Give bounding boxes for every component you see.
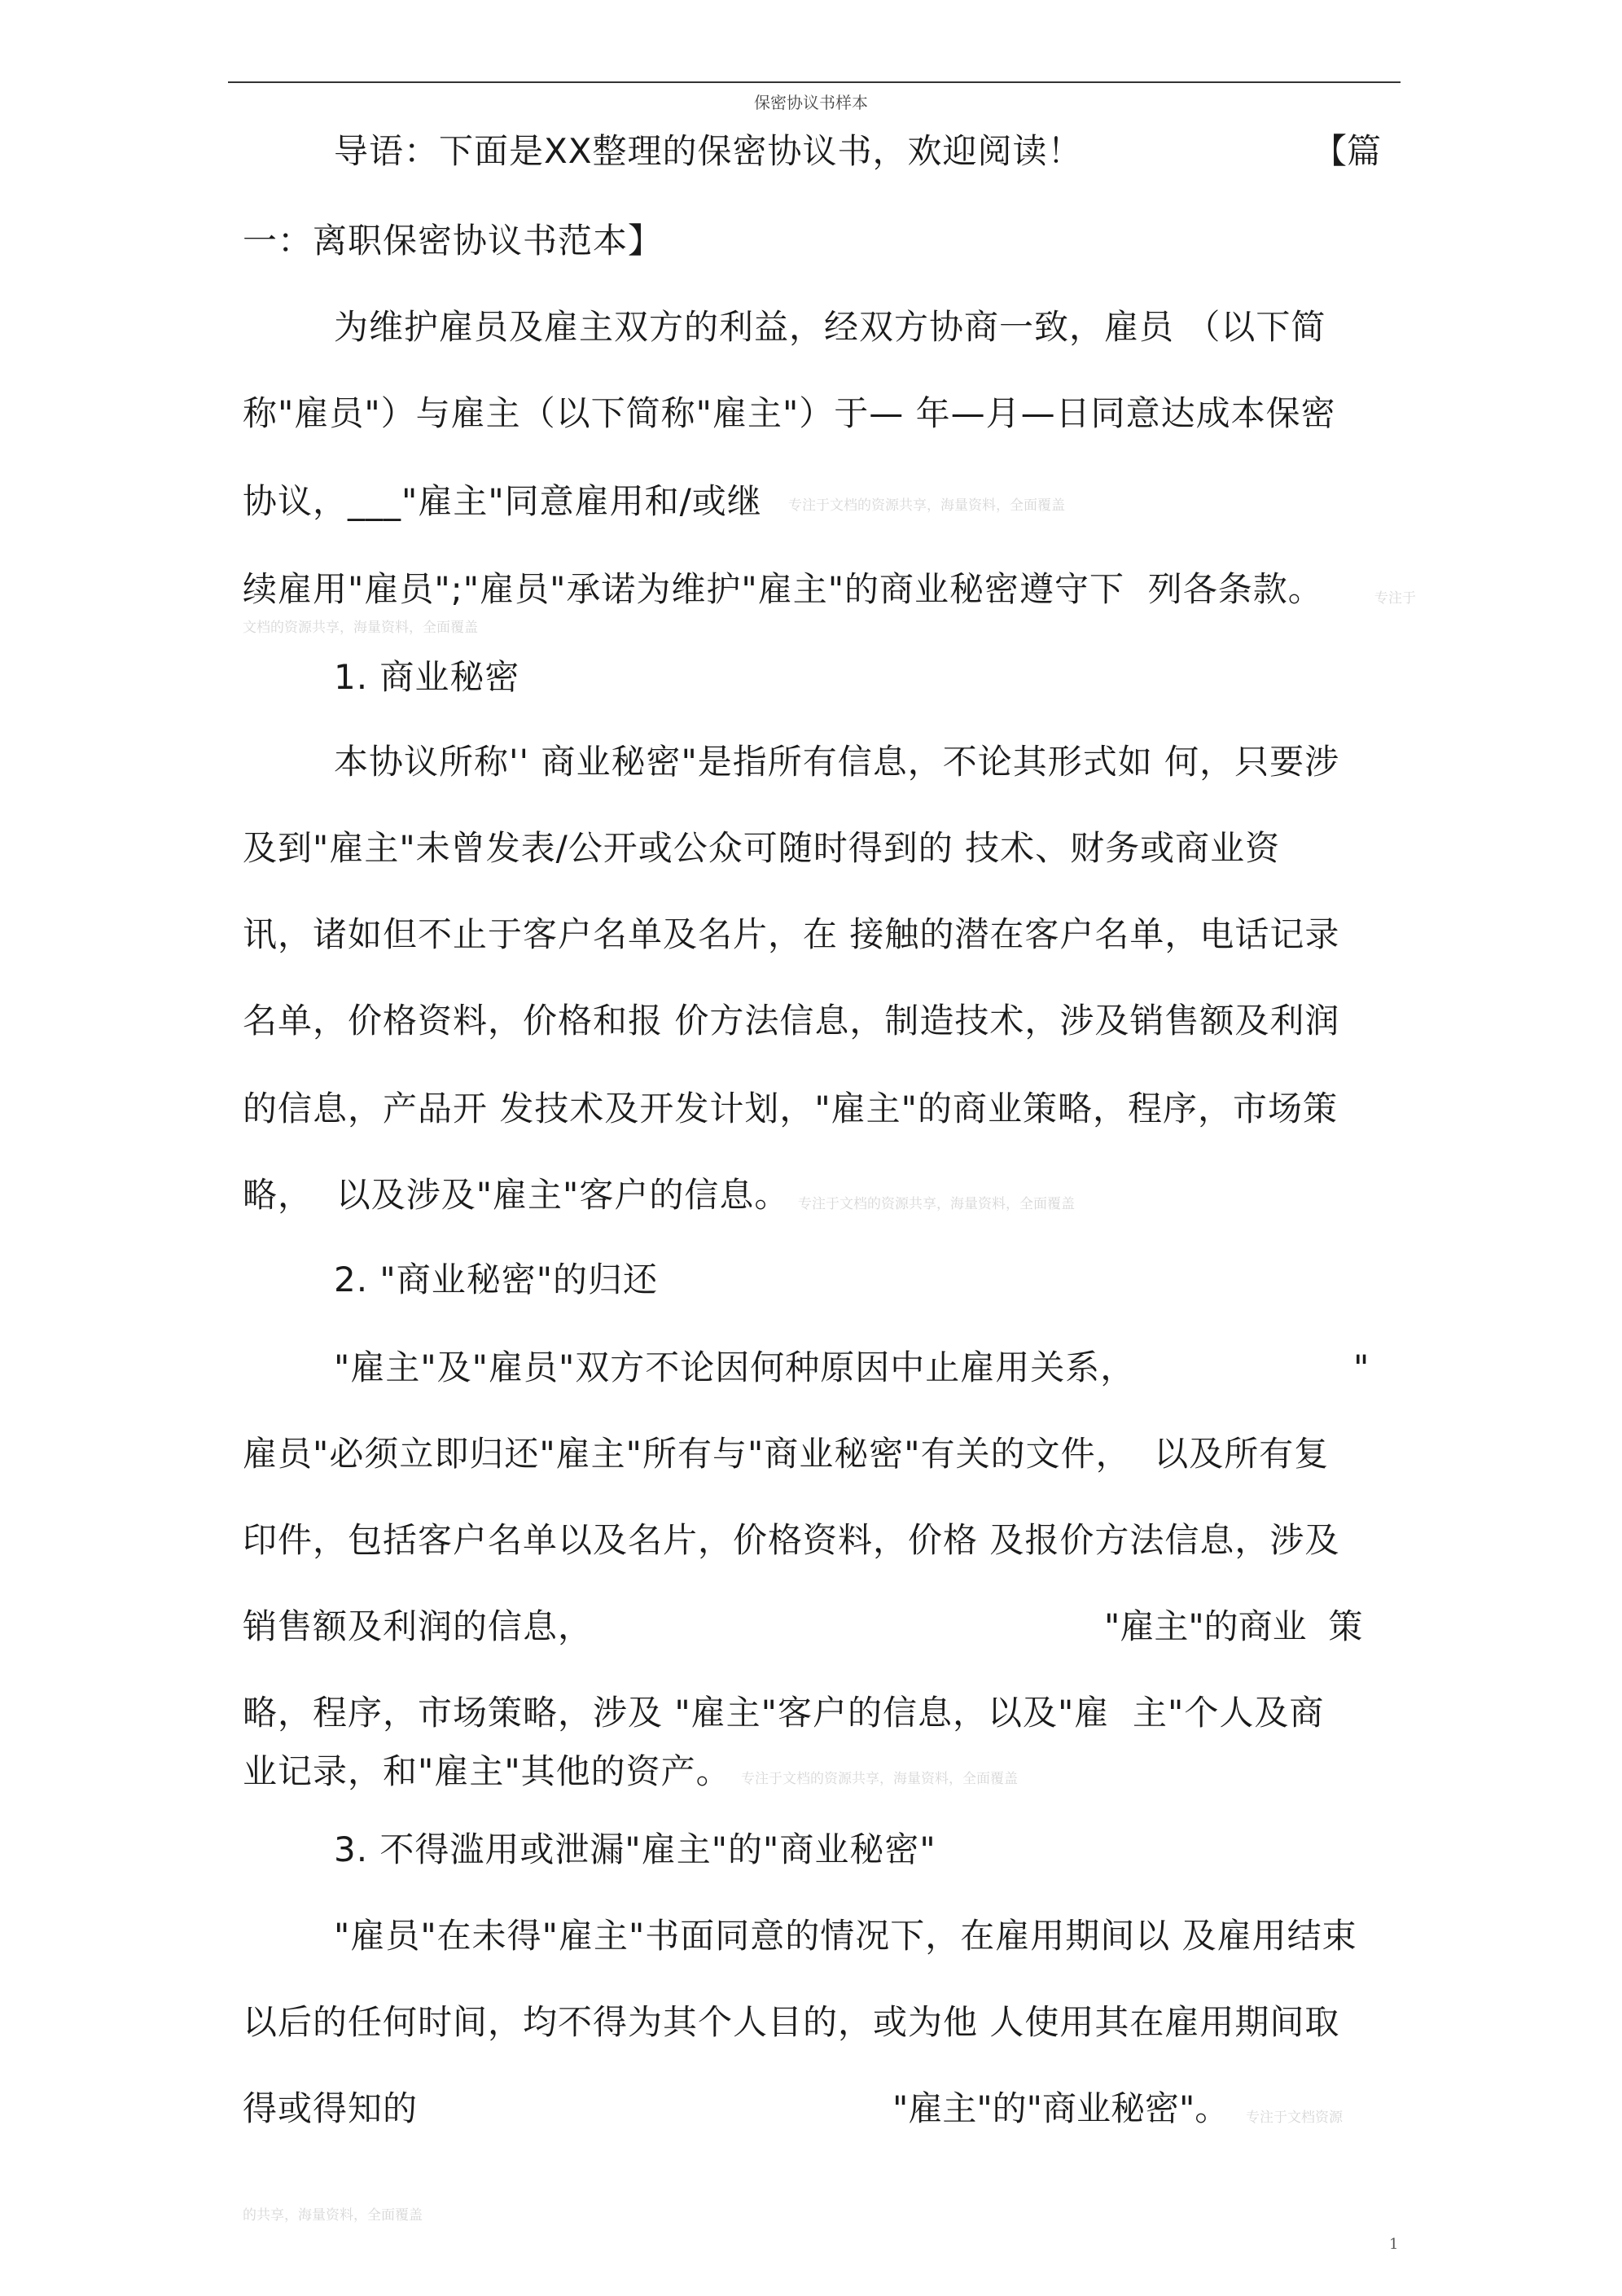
- heading-3: 3. 不得滥用或泄漏"雇主"的"商业秘密": [334, 1829, 936, 1869]
- paragraph-line: 及到"雇主"未曾发表/公开或公众可随时得到的 技术、财务或商业资: [243, 828, 1281, 868]
- paragraph-line: "雇主"及"雇员"双方不论因何种原因中止雇用关系，: [334, 1347, 1136, 1387]
- paragraph-line: 本协议所称'' 商业秘密"是指所有信息，不论其形式如 何，只要涉: [334, 742, 1340, 782]
- paragraph-line: 为维护雇员及雇主双方的利益，经双方协商一致，雇员 （以下简: [334, 307, 1326, 347]
- heading-2: 2. "商业秘密"的归还: [334, 1260, 659, 1299]
- page-number: 1: [1389, 2236, 1399, 2253]
- paragraph-line: 讯，诸如但不止于客户名单及名片，在 接触的潜在客户名单，电话记录: [243, 914, 1340, 954]
- quote-mark: ": [1353, 1347, 1370, 1387]
- paragraph-line: 略， 以及涉及"雇主"客户的信息。: [243, 1175, 790, 1215]
- paragraph-line-right: "雇主"的商业 策: [1104, 1606, 1363, 1646]
- heading-1: 1. 商业秘密: [334, 657, 520, 697]
- paragraph-line: 名单，价格资料，价格和报 价方法信息，制造技术，涉及销售额及利润: [243, 1001, 1340, 1041]
- watermark-text: 的共享，海量资料，全面覆盖: [243, 2207, 423, 2224]
- paragraph-line: 销售额及利润的信息，: [243, 1606, 594, 1646]
- paragraph-line: 协议，___"雇主"同意雇用和/或继: [243, 481, 762, 521]
- paragraph-line: 雇员"必须立即归还"雇主"所有与"商业秘密"有关的文件， 以及所有复: [243, 1434, 1330, 1474]
- watermark-text: 专注于文档资源: [1246, 2110, 1343, 2126]
- paragraph-line: 得或得知的: [243, 2088, 419, 2128]
- header-rule: [228, 81, 1401, 83]
- paragraph-line: 的信息，产品开 发技术及开发计划，"雇主"的商业策略，程序，市场策: [243, 1089, 1338, 1128]
- watermark-text: 专注于文档的资源共享，海量资料，全面覆盖: [788, 497, 1065, 514]
- section-title-line: 一：离职保密协议书范本】: [243, 221, 664, 261]
- watermark-text: 文档的资源共享，海量资料，全面覆盖: [243, 620, 478, 636]
- paragraph-line: 以后的任何时间，均不得为其个人目的，或为他 人使用其在雇用期间取: [243, 2002, 1340, 2042]
- intro-line: 导语：下面是XX整理的保密协议书，欢迎阅读！: [334, 131, 1083, 171]
- paragraph-line-right: "雇主"的"商业秘密"。: [892, 2088, 1230, 2128]
- paragraph-line: 印件，包括客户名单以及名片，价格资料，价格 及报价方法信息，涉及: [243, 1520, 1340, 1560]
- watermark-text: 专注于: [1374, 590, 1416, 607]
- paragraph-line: 业记录，和"雇主"其他的资产。: [243, 1751, 731, 1791]
- page-header-title: 保密协议书样本: [754, 93, 868, 112]
- watermark-text: 专注于文档的资源共享，海量资料，全面覆盖: [741, 1771, 1018, 1787]
- watermark-text: 专注于文档的资源共享，海量资料，全面覆盖: [798, 1196, 1075, 1212]
- paragraph-line: 续雇用"雇员";"雇员"承诺为维护"雇主"的商业秘密遵守下 列各条款。: [243, 569, 1323, 609]
- paragraph-line: 称"雇员"）与雇主（以下简称"雇主"）于— 年—月—日同意达成本保密: [243, 393, 1336, 433]
- paragraph-line: "雇员"在未得"雇主"书面同意的情况下，在雇用期间以 及雇用结束: [334, 1916, 1357, 1956]
- intro-bracket: 【篇: [1313, 131, 1382, 171]
- paragraph-line: 略，程序，市场策略，涉及 "雇主"客户的信息，以及"雇 主"个人及商: [243, 1693, 1325, 1733]
